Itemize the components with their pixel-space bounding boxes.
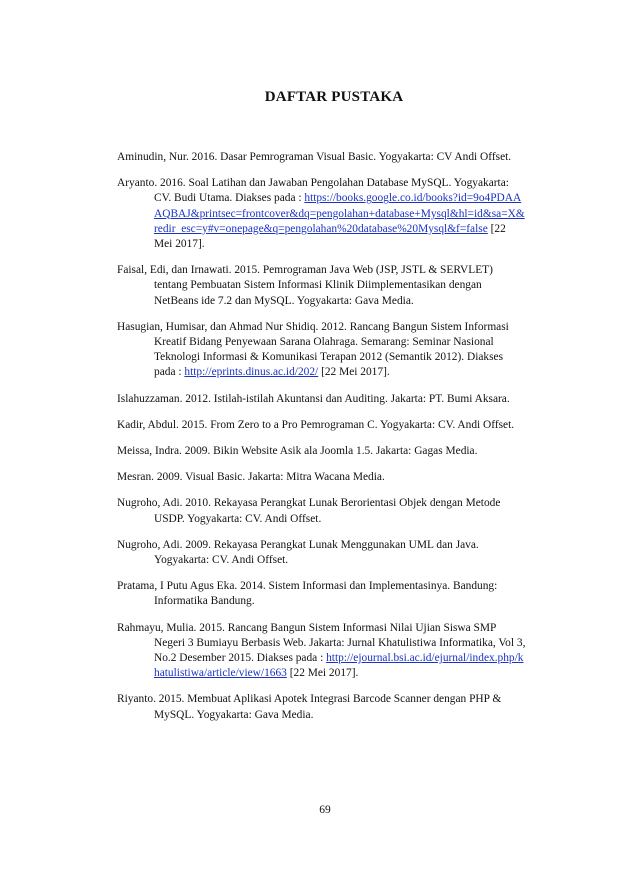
reference-text: Mesran. 2009. Visual Basic. Jakarta: Mitra Wacana Media. [117, 471, 385, 484]
reference-access-date: [22 Mei 2017]. [154, 222, 506, 251]
reference-entry [117, 579, 526, 609]
page-number: 69 [319, 804, 331, 816]
reference-text: Islahuzzaman. 2012. Istilah-istilah Akuntansi dan Auditing. Jakarta: PT. Bumi Aksara. [117, 392, 510, 405]
reference-access-date: [22 Mei 2017]. [318, 366, 390, 379]
reference-entry [117, 320, 526, 381]
reference-entry [117, 150, 526, 165]
reference-text: Pratama, I Putu Agus Eka. 2014. Sistem Informasi dan Implementasinya. Bandung: Informatika Bandung. [117, 580, 498, 608]
reference-link[interactable]: http://eprints.dinus.ac.id/202/ [184, 366, 319, 379]
page-title: DAFTAR PUSTAKA [264, 89, 404, 105]
reference-access-date: [22 Mei 2017]. [286, 667, 359, 680]
reference-text: Kadir, Abdul. 2015. From Zero to a Pro Pemrograman C. Yogyakarta: CV. Andi Offset. [117, 418, 515, 431]
reference-text: Aminudin, Nur. 2016. Dasar Pemrograman Visual Basic. Yogyakarta: CV Andi Offset. [117, 151, 512, 163]
reference-entry [117, 538, 526, 568]
reference-entry [117, 263, 526, 309]
reference-entry [117, 176, 526, 252]
reference-text: Nugroho, Adi. 2010. Rekayasa Perangkat Lunak Berorientasi Objek dengan Metode USDP. Yogyakarta: CV. Andi Offset. [117, 497, 501, 525]
reference-link[interactable]: https://books.google.co.id/books?id=9o4PDAAAQBAJ&printsec=frontcover&dq=pengolahan+database+Mysql&hl=id&sa=X&redir_esc=y#v=onepage&q=pengolahan%20database%20Mysql&f=false [154, 192, 525, 235]
reference-entry [117, 621, 526, 682]
reference-text: Riyanto. 2015. Membuat Aplikasi Apotek Integrasi Barcode Scanner dengan PHP & MySQL. Yogyakarta: Gava Media. [117, 693, 502, 721]
reference-list [117, 150, 526, 723]
reference-text: Rahmayu, Mulia. 2015. Rancang Bangun Sistem Informasi Nilai Ujian Siswa SMP Negeri 3 Bumiayu Berbasis Web. Jakarta: Jurnal Khatulistiwa Informatika, Vol 3, No.2 Desember 2015. Diakses pada : [117, 621, 526, 665]
reference-link[interactable]: http://ejournal.bsi.ac.id/ejurnal/index.php/khatulistiwa/article/view/1663 [154, 652, 524, 680]
reference-entry [117, 496, 526, 526]
reference-entry [117, 444, 526, 459]
reference-text: Aryanto. 2016. Soal Latihan dan Jawaban Pengolahan Database MySQL. Yogyakarta: CV. Budi Utama. Diakses pada : [117, 177, 509, 205]
reference-entry [117, 418, 526, 433]
reference-text: Faisal, Edi, dan Irnawati. 2015. Pemrograman Java Web (JSP, JSTL & SERVLET) tentang Pembuatan Sistem Informasi Klinik Diimplementasikan dengan NetBeans ide 7.2 dan MySQL. Yogyakarta: Gava Media. [117, 264, 493, 307]
reference-entry [117, 470, 526, 485]
reference-entry [117, 392, 526, 407]
reference-text: Nugroho, Adi. 2009. Rekayasa Perangkat Lunak Menggunakan UML dan Java. Yogyakarta: CV. Andi Offset. [117, 538, 479, 567]
reference-text: Meissa, Indra. 2009. Bikin Website Asik ala Joomla 1.5. Jakarta: Gagas Media. [117, 445, 478, 458]
reference-text: Hasugian, Humisar, dan Ahmad Nur Shidiq. 2012. Rancang Bangun Sistem Informasi Kreatif Bidang Penyewaan Sarana Olahraga. Semarang: Seminar Nasional Teknologi Informasi & Komunikasi Terapan 2012 (Semantik 2012). Diakses pada : [117, 320, 509, 379]
reference-entry [117, 692, 526, 722]
